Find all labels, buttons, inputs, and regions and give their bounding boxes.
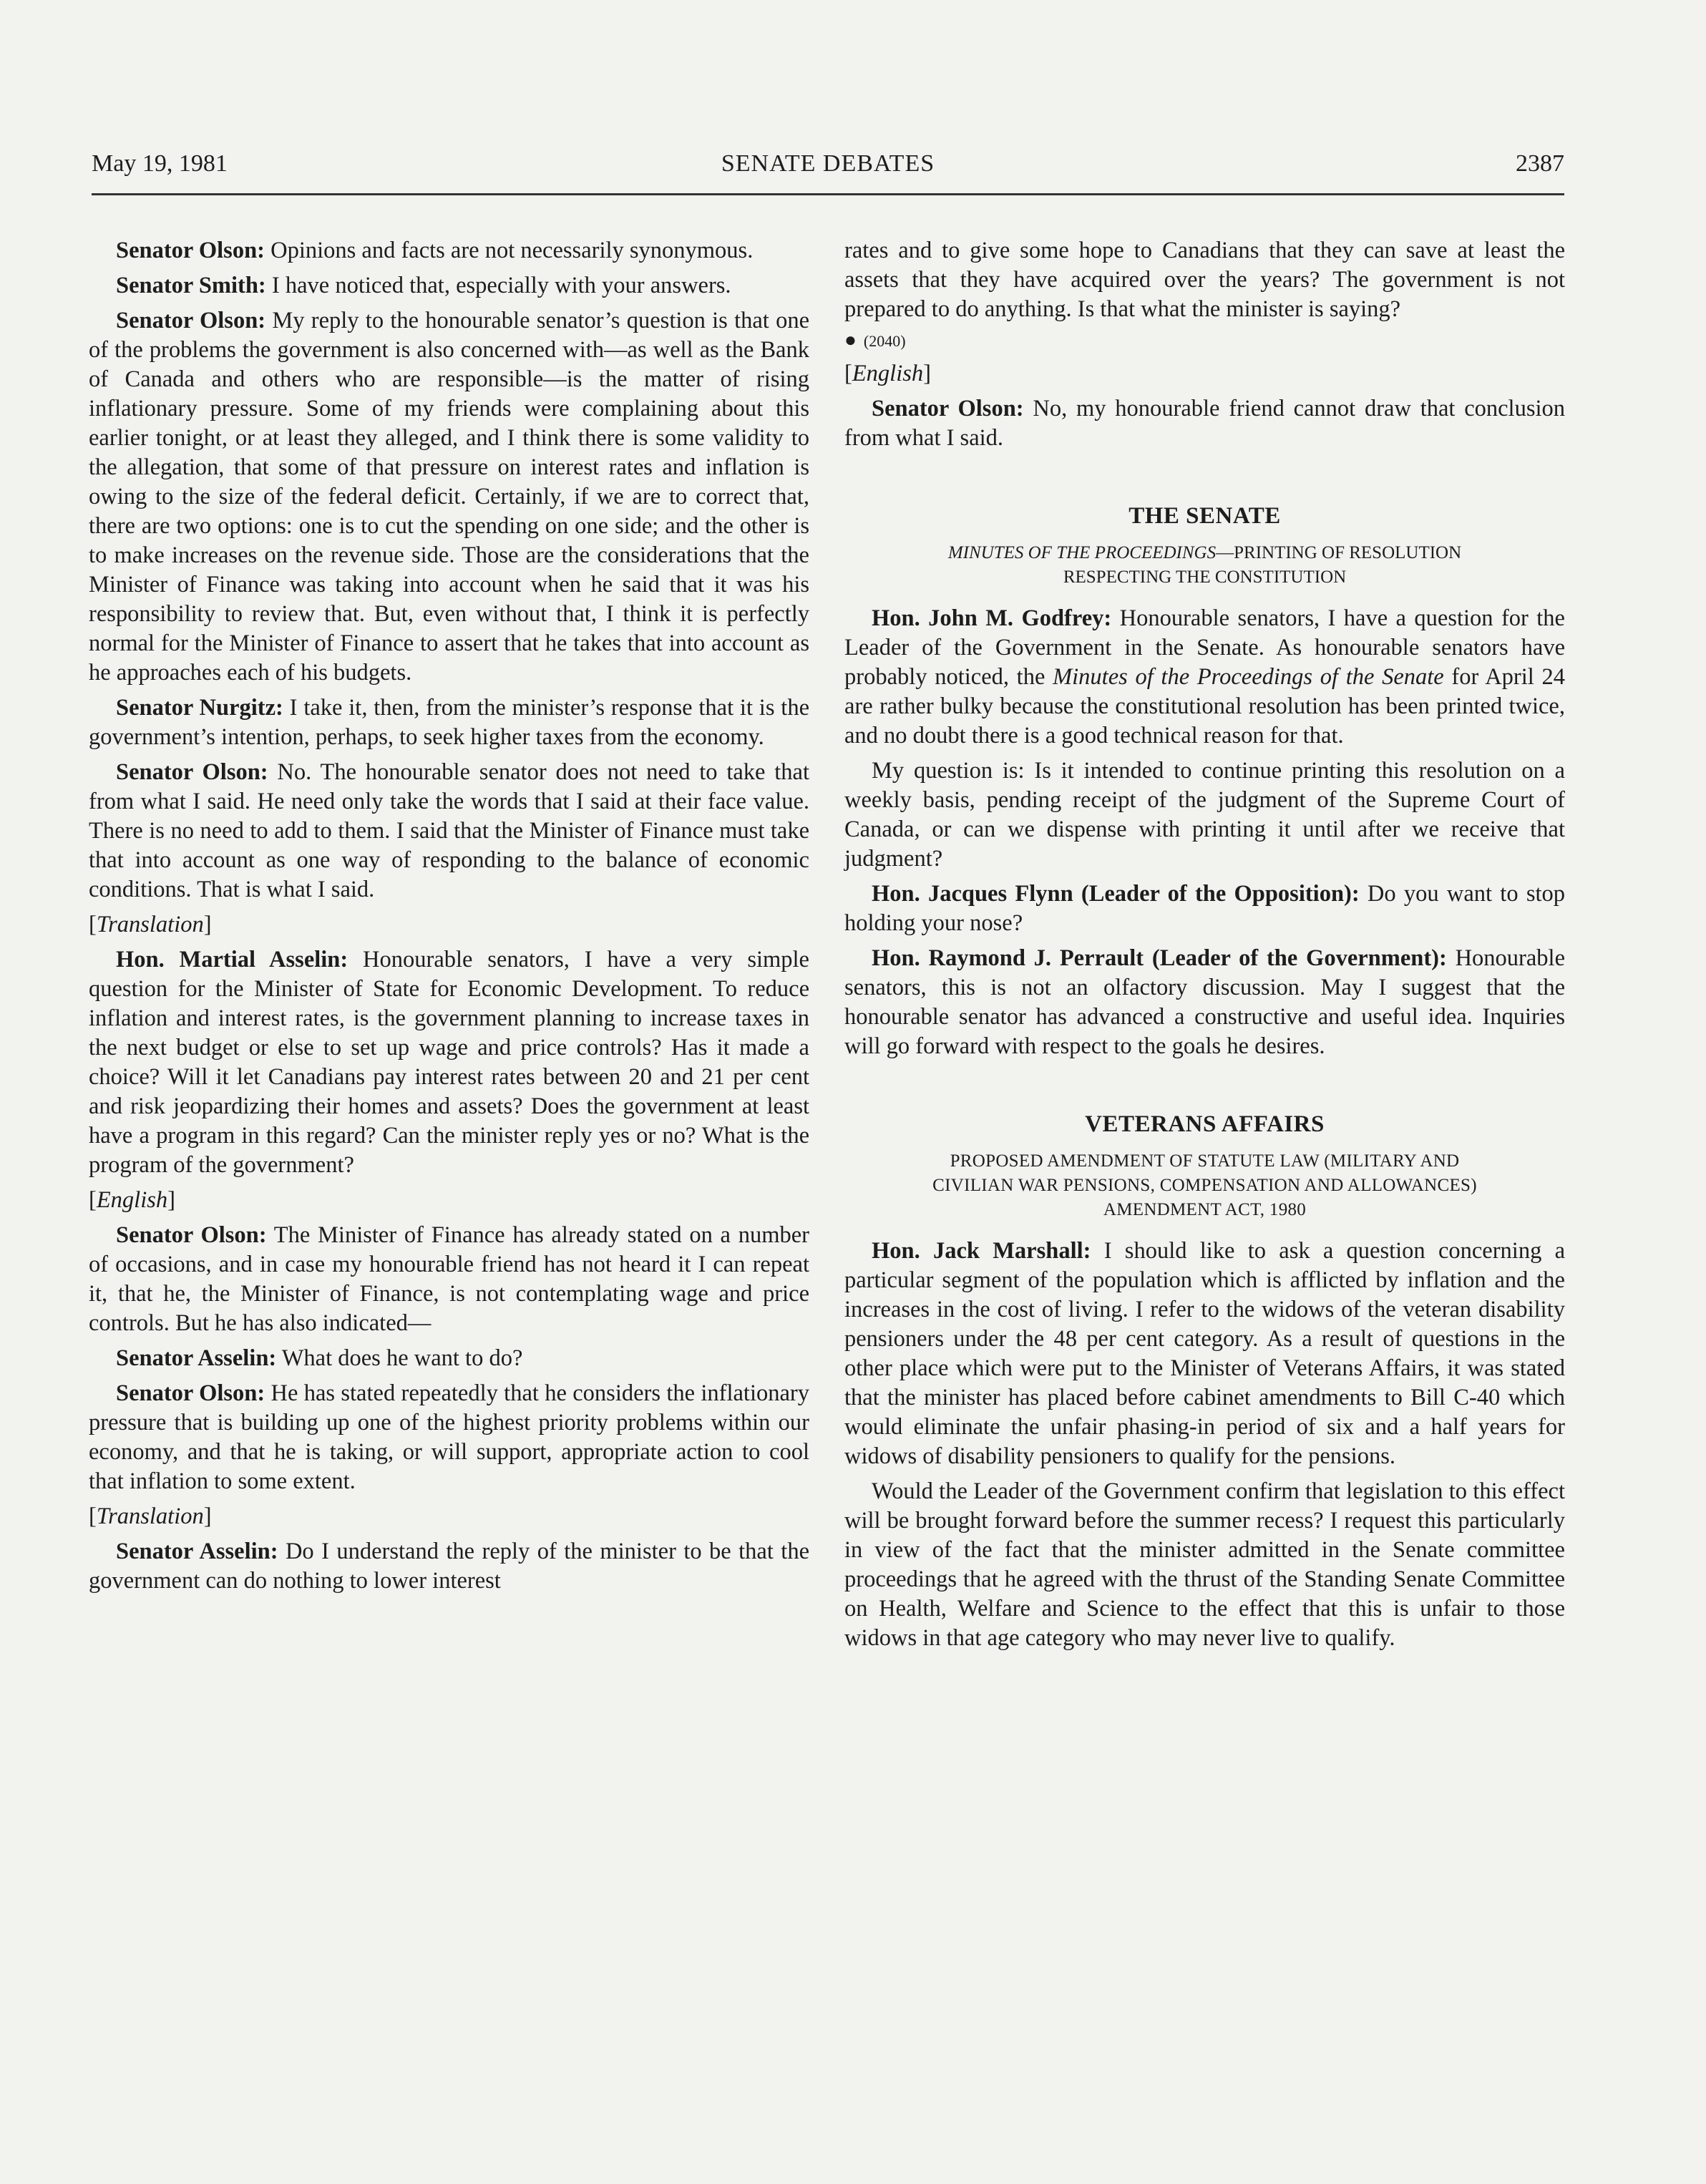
speech-paragraph bbox=[89, 693, 809, 752]
language-tag: [English] bbox=[89, 1187, 175, 1213]
speech-paragraph bbox=[89, 236, 809, 265]
speech-paragraph bbox=[844, 879, 1565, 938]
publication-title: Minutes of the Proceedings of the Senate bbox=[1053, 664, 1444, 690]
speech-paragraph bbox=[89, 306, 809, 688]
speaker-name: Hon. Jacques Flynn (Leader of the Opposition): bbox=[872, 881, 1360, 907]
speaker-name: Senator Olson: bbox=[116, 238, 265, 263]
speech-paragraph bbox=[844, 394, 1565, 453]
speech-paragraph bbox=[89, 1537, 809, 1596]
speech-paragraph: My question is: Is it intended to continue printing this resolution on a weekly basis, pending receipt of the judgment of the Supreme Court of Canada, or can we dispense with printing it until after we receive that judgment? bbox=[844, 758, 1565, 872]
speech-paragraph bbox=[89, 1379, 809, 1496]
speaker-name: Senator Olson: bbox=[116, 308, 266, 333]
left-column bbox=[89, 236, 809, 1602]
header-date: May 19, 1981 bbox=[92, 150, 228, 177]
bullet-icon: ● bbox=[844, 329, 857, 351]
speech-text: No. The honourable senator does not need to take that from what I said. He need only take the words that I said at their face value. There is no need to add to them. I said that the Minister of Finance must take that into account as one way of responding to the balance of economic conditions. That is what I said. bbox=[89, 759, 810, 902]
speech-text: The Minister of Finance has already stated on a number of occasions, and in case my honourable friend has not heard it I can repeat it, that he, the Minister of Finance, is not contemplating wage and price controls. But he has also indicated— bbox=[89, 1222, 810, 1336]
speech-text: Opinions and facts are not necessarily synonymous. bbox=[264, 238, 754, 263]
header-page-number: 2387 bbox=[1516, 150, 1564, 177]
section-heading: THE SENATE bbox=[1129, 503, 1281, 529]
speech-paragraph: Hon. John M. Godfrey: Honourable senators, I have a question for the Leader of the Government in the Senate. As honourable senators have probably noticed, the Minutes of the Proceedings of the Senate for April 24 are rather bulky because the constitutional resolution has been printed twice, and no doubt there is a good technical reason for that. bbox=[844, 605, 1565, 749]
speaker-name: Senator Asselin: bbox=[116, 1539, 278, 1564]
continued-paragraph: rates and to give some hope to Canadians that they can save at least the assets that they have acquired over the years? The government is not prepared to do anything. Is that what the minister is saying? bbox=[844, 238, 1565, 322]
speech-paragraph bbox=[89, 271, 809, 301]
speaker-name: Senator Olson: bbox=[872, 396, 1024, 421]
speech-text: Do I understand the reply of the minister to be that the government can do nothing to lower interest bbox=[89, 1539, 810, 1594]
language-tag: [Translation] bbox=[89, 912, 212, 937]
speaker-name: Hon. Raymond J. Perrault (Leader of the Government): bbox=[872, 945, 1447, 971]
speech-paragraph bbox=[89, 1344, 809, 1373]
speech-text: I take it, then, from the minister’s response that it is the government’s intention, perhaps, to seek higher taxes from the economy. bbox=[89, 695, 809, 750]
section-heading: VETERANS AFFAIRS bbox=[1085, 1111, 1325, 1137]
speech-text: No, my honourable friend cannot draw that conclusion from what I said. bbox=[844, 396, 1565, 451]
speaker-name: Hon. Jack Marshall: bbox=[872, 1238, 1091, 1264]
speaker-name: Hon. Martial Asselin: bbox=[116, 947, 348, 972]
speech-text: Honourable senators, I have a very simple question for the Minister of State for Economic Development. To reduce inflation and interest rates, is the government planning to increase taxes in the next budget or else to set up wage and price controls? Has it made a choice? Will it let Canadians pay interest rates between 20 and 21 per cent and risk jeopardizing their homes and assets? Does the government at least have a program in this regard? Can the minister reply yes or no? What is the program of the government? bbox=[89, 947, 809, 1178]
speech-paragraph bbox=[844, 1237, 1565, 1471]
speech-text: He has stated repeatedly that he considers the inflationary pressure that is building up one of the highest priority problems within our economy, and that he is taking, or will support, appropriate action to cool that inflation to some extent. bbox=[89, 1380, 809, 1494]
speaker-name: Senator Olson: bbox=[116, 1380, 265, 1406]
language-tag: [Translation] bbox=[89, 1503, 212, 1529]
speaker-name: Senator Olson: bbox=[116, 759, 268, 785]
speech-text: I should like to ask a question concerning a particular segment of the population which is afflicted by inflation and the increases in the cost of living. I refer to the widows of the veteran disability pensioners under the 48 per cent category. As a result of questions in the other place which were put to the Minister of Veterans Affairs, it was stated that the minister has placed before cabinet amendments to Bill C-40 which would eliminate the unfair phasing-in period of six and a half years for widows of disability pensioners to qualify for the pensions. bbox=[844, 1238, 1566, 1469]
speaker-name: Senator Olson: bbox=[116, 1222, 267, 1248]
time-marker: ● (2040) bbox=[844, 329, 906, 351]
speech-text: My reply to the honourable senator’s question is that one of the problems the government is also concerned with—as well as the Bank of Canada and others who are responsible—is the matter of rising inflationary pressure. Some of my friends were complaining about this earlier tonight, or at least they alleged, and I think there is some validity to the allegation, that some of that pressure on interest rates and inflation is owing to the size of the federal deficit. Certainly, if we are to correct that, there are two options: one is to cut the spending on one side; and the other is to make increases on the revenue side. Those are the considerations that the Minister of Finance was taking into account when he said that it was his responsibility to review that. But, even without that, I think it is perfectly normal for the Minister of Finance to assert that he takes that into account as he approaches each of his budgets. bbox=[89, 308, 809, 686]
header-title: SENATE DEBATES bbox=[721, 150, 935, 177]
right-column bbox=[844, 236, 1565, 1659]
speech-text: What does he want to do? bbox=[276, 1345, 523, 1371]
speech-text: Honourable senators, this is not an olfactory discussion. May I suggest that the honourable senator has advanced a constructive and useful idea. Inquiries will go forward with respect to the goals he desires. bbox=[844, 945, 1565, 1059]
speaker-name: Senator Nurgitz: bbox=[116, 695, 283, 721]
speech-paragraph bbox=[89, 1221, 809, 1338]
speech-text: Do you want to stop holding your nose? bbox=[844, 881, 1565, 936]
speech-paragraph: Would the Leader of the Government confirm that legislation to this effect will be brought forward before the summer recess? I request this particularly in view of the fact that the minister admitted in the Senate committee proceedings that he agreed with the thrust of the Standing Senate Committee on Health, Welfare and Science to the effect that this is unfair to those widows in that age category who may never live to qualify. bbox=[844, 1478, 1565, 1651]
language-tag: [English] bbox=[844, 361, 931, 386]
speech-paragraph bbox=[89, 945, 809, 1180]
speaker-name: Senator Asselin: bbox=[116, 1345, 277, 1371]
section-subheading: MINUTES OF THE PROCEEDINGS—PRINTING OF RESOLUTION RESPECTING THE CONSTITUTION bbox=[947, 543, 1462, 587]
page-header bbox=[92, 150, 1564, 195]
speaker-name: Hon. John M. Godfrey: bbox=[872, 605, 1112, 631]
speaker-name: Senator Smith: bbox=[116, 273, 266, 298]
section-subheading: PROPOSED AMENDMENT OF STATUTE LAW (MILITARY AND CIVILIAN WAR PENSIONS, COMPENSATION AND ALLOWANCES) AMENDMENT ACT, 1980 bbox=[932, 1151, 1477, 1219]
speech-paragraph bbox=[844, 944, 1565, 1061]
speech-text: I have noticed that, especially with your answers. bbox=[265, 273, 731, 298]
speech-paragraph bbox=[89, 758, 809, 905]
